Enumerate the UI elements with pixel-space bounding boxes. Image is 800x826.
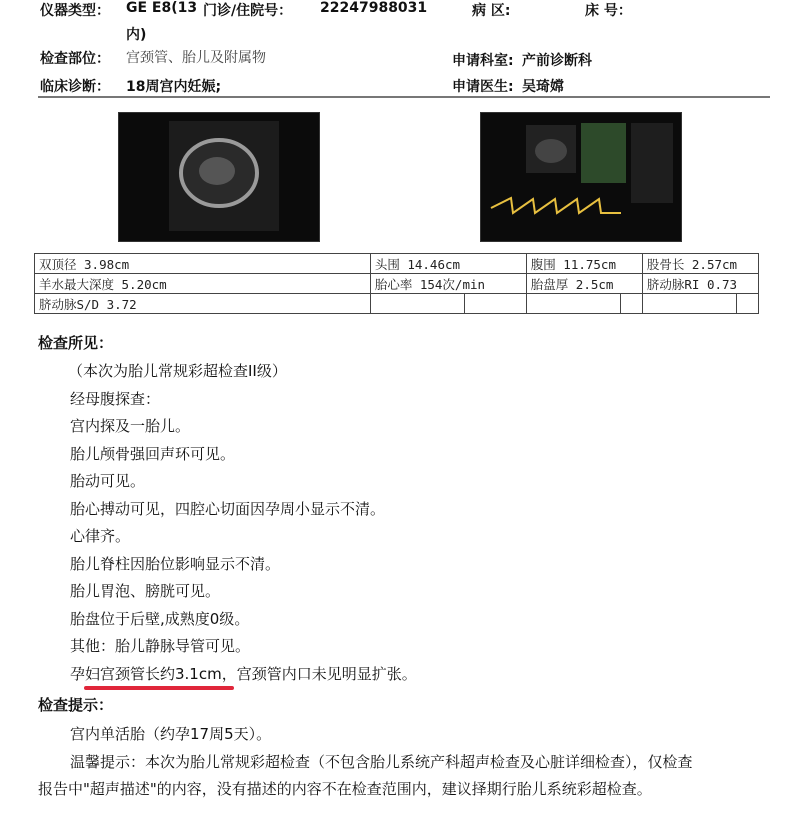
measure-hc: 头围 14.46cm	[370, 254, 526, 274]
finding-line: 其他：胎儿静脉导管可见。	[70, 637, 251, 655]
outpatient-label: 门诊/住院号：	[203, 3, 293, 19]
device-label: 仪器类型：	[40, 3, 110, 19]
finding-line: 胎儿脊柱因胎位影响显示不清。	[70, 554, 281, 573]
measure-afv: 羊水最大深度 5.20cm	[35, 274, 371, 294]
outpatient-value: 22247988031	[320, 0, 428, 16]
conclusion-title: 检查提示：	[38, 696, 114, 714]
doctor-label: 申请医生:	[452, 79, 514, 95]
measure-bpd: 双顶径 3.98cm	[35, 254, 371, 274]
findings-title: 检查所见：	[38, 334, 114, 352]
diagnosis-value: 18周宫内妊娠;	[126, 79, 222, 95]
dept-label: 申请科室:	[452, 53, 514, 69]
measure-fhr: 胎心率 154次/min	[370, 274, 526, 294]
measure-sd: 脐动脉S/D 3.72	[35, 294, 371, 314]
finding-line: 胎儿颅骨强回声环可见。	[70, 444, 236, 463]
finding-line: 孕妇宫颈管长约3.1cm，宫颈管内口未见明显扩张。	[70, 664, 417, 683]
ward-label: 病 区:	[472, 3, 511, 19]
exam-site-value: 宫颈管、胎儿及附属物	[126, 50, 266, 66]
dept-value: 产前诊断科	[522, 53, 592, 69]
finding-line: 胎心搏动可见，四腔心切面因孕周小显示不清。	[70, 499, 386, 518]
bed-label: 床 号：	[585, 3, 632, 19]
finding-line: 胎动可见。	[70, 472, 146, 490]
finding-line: （本次为胎儿常规彩超检查II级）	[68, 362, 287, 380]
conclusion-line: 宫内单活胎（约孕17周5天）。	[70, 725, 272, 743]
divider	[38, 96, 770, 98]
ultrasound-image-doppler	[480, 112, 682, 242]
measure-ac: 腹围 11.75cm	[526, 254, 642, 274]
finding-line: 胎盘位于后壁,成熟度0级。	[70, 609, 250, 628]
finding-line: 心律齐。	[70, 527, 131, 545]
device-value-cont: 内)	[126, 27, 147, 43]
measure-fl: 股骨长 2.57cm	[642, 254, 758, 274]
device-value: GE E8(13	[126, 0, 198, 16]
measurements-table	[34, 253, 759, 314]
finding-line: 宫内探及一胎儿。	[70, 417, 191, 435]
exam-site-label: 检查部位：	[40, 51, 110, 67]
finding-line: 经母腹探查：	[70, 389, 161, 408]
diagnosis-label: 临床诊断：	[40, 79, 110, 95]
ultrasound-image-fetal-head	[118, 112, 320, 242]
highlight-underline	[84, 686, 234, 690]
measure-ri: 脐动脉RI 0.73	[642, 274, 758, 294]
tip-line-cont: 报告中"超声描述"的内容，没有描述的内容不在检查范围内，建议择期行胎儿系统彩超检查。	[38, 780, 652, 798]
tip-line: 温馨提示：本次为胎儿常规彩超检查（不包含胎儿系统产科超声检查及心脏详细检查），仅检查	[70, 753, 693, 771]
measure-placenta: 胎盘厚 2.5cm	[526, 274, 642, 294]
doctor-value: 吴琦嫦	[522, 79, 564, 95]
finding-line: 胎儿胃泡、膀胱可见。	[70, 582, 221, 600]
